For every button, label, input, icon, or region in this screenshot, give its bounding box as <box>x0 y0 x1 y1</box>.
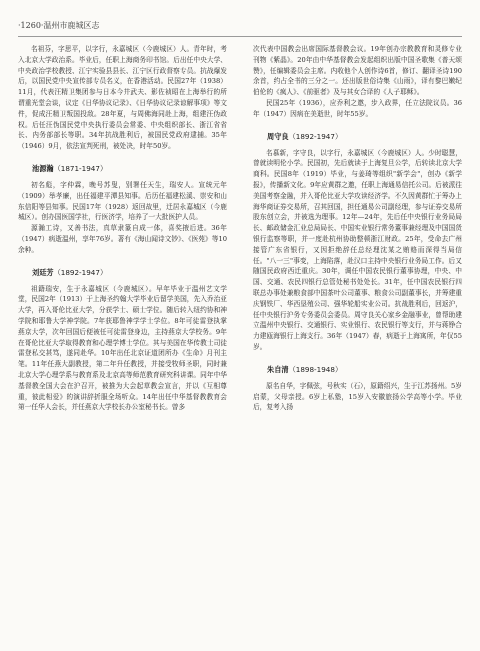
bio-years: （1898-1948） <box>288 364 343 374</box>
bio-years: （1892-1947） <box>288 131 343 141</box>
bio-paragraph: 源瀚工诗，又善书法，真草隶篆自成一体，喜奖掖后进。36年（1947）病逝温州，享年76岁。著有《海山闻诗文钞》、《医苑》等10余种。 <box>18 224 227 254</box>
bio-name: 池源瀚 <box>32 163 54 173</box>
bio-title <box>253 365 462 375</box>
bio-name: 刘廷芳 <box>32 267 54 277</box>
bio-name: 周守良 <box>267 131 289 141</box>
bio-title <box>18 164 227 174</box>
bio-paragraph: 民国25年（1936），应乔利之邀，步入政界，任立法院议员。36年（1947）因病在美逝世，时年55岁。 <box>253 98 462 118</box>
bio-years: （1892-1947） <box>53 267 108 277</box>
bio-title <box>253 132 462 142</box>
page-header: ·1260·温州市鹿城区志 <box>18 21 100 30</box>
bio-name: 朱自清 <box>267 364 289 374</box>
bio-paragraph: 原名自华，字佩弦，号秋实（石），原籍绍兴，生于江苏扬州。5岁启蒙，父母亲授。6岁上私塾，15岁入安徽旅扬公学高等小学。毕业后，复考入扬 <box>253 381 462 412</box>
bio-paragraph: 次代表中国教会出席国际基督教会议。19年创办宗教教育和灵修专业刊物《紫晶》。20年由中华基督教会发起组织出版中国圣歌集《普天颂赞》，任编辑委员会主席。内收他个人创作诗6首，修订、翻译圣诗190余首，约占全书的三分之一。还出版世俗诗集《山雨》，译有黎巴嫩纪伯伦的《疯人》、《前驱者》及与其女合译的《人子耶稣》。 <box>253 45 462 97</box>
bio-title <box>18 268 227 278</box>
bio-paragraph: 名慕新，字守良，以字行，永嘉城区（今鹿城区）人。少时聪慧，曾就读明伦小学。民国初，先后就读于上海复旦公学，后转读北京大学商科。民国8年（1919）毕业，与姜琦等组织"新学会"，创办《新学报》，传播新文化。9年应黄群之邀，任职上海通易信托公司。后被派往美国考察金融，并入哥伦比亚大学攻读经济学。不久因黄群忙于筹办上海华商证券交易所，召其回国，担任通易公司副经理，参与证券交易所股东创立会，并被选为理事。12年—24年，先后任中央银行业务局局长、邮政储金汇业总局局长、中国实业银行常务董事兼经理及中国国货银行监察等职，并一度赴杭州协助整顿浙江财政。25年，受命去广州接管广东省银行，又因拒绝辞任总经理沈某之贿赂而深得当局信任。"八一三"事变，上海陷落，赴汉口主持中央银行业务局工作。后又随国民政府西迁重庆。30年，调任中国农民银行董事协理，中央、中国、交通、农民四银行总管处秘书处处长。31年，任中国农民银行四联总办事处兼粮食部中国茶叶公司董事、粮食公司副董事长，并筹建重庆钢铁厂、华西垦殖公司、强华轮船实业公司。抗战胜利后，回返沪，任中央银行沪务专务委员会委员。周守良关心家乡金融事业，曾帮助建立温州中央银行、交通银行、实业银行、农民银行等支行，并与蒋铮合力建瓯海银行上海支行。36年（1947）春，病逝于上海寓所，年仅55岁。 <box>253 148 462 351</box>
bio-paragraph: 初名彪，字仲霖，晚号苏叟，别署任天生，瑞安人。宣统元年（1909）举孝廉，出任福建平潭县知事。后历任福建松溪、崇安和山东信阳等县知事。民国17年（1928）返回故里，迁居永嘉城区（今鹿城区）。创办国医国学社，行医济学，培养了一大批医护人员。 <box>18 180 227 222</box>
header-rule <box>18 36 462 37</box>
bio-years: （1871-1947） <box>53 163 108 173</box>
bio-paragraph: 祖籍瑞安，生于永嘉城区（今鹿城区）。早年毕业于温州艺文学堂，民国2年（1913）于上海圣约翰大学毕业后留学美国，先入乔治亚大学，再入哥伦比亚大学，分获学士、硕士学位。随后转入纽约协和神学院和耶鲁大学神学院。7年获耶鲁神学学士学位。8年可徒雷登执掌燕京大学，次年回国后便被任可徒雷登身边，主持燕京大学校务。9年在哥伦比亚大学取得教育和心理学博士学位。其与美国在华传教士司徒雷登私交甚笃，遂同赴华。10年出任北京证道团所办《生命》月刊主笔。11年任燕大副教授，第二年升任教授，并接受牧师圣职，同时兼北京大学心理学系与教育系及北京高等师范教育研究科讲课。同年中华基督教全国大会在沪召开，被推为大会起草教会宣言，并以《互相尊重，彼此相爱》的演讲辞折服全场听众。14年出任中华基督教教育会第一任华人会长，并任燕京大学校长办公室秘书长。曾多 <box>18 284 227 412</box>
bio-paragraph: 名祖芬，字思平，以字行，永嘉城区（今鹿城区）人。青年时，考入北京大学政治系。毕业后，任职上海商务印书馆。后出任中央大学、中央政治学校教授、江宁实验县县长、江宁区行政督察专员。抗战爆发后，以国民党中央宣传部专员名义，在香港活动。民国27年（1938）11月，代表汪精卫集团参与日本今井武夫、影佐祯昭在上海举行的所谓重光堂会谈，议定《日华协议记录》、《日华协议记录谅解事项》等文件，促成汪精卫叛国投敌。28年夏，与周佛海同赴上海，组建汪伪政权。后任汪伪国民党中央执行委员会常委、中央组织部长、浙江省省长、内务部部长等职。34年抗战胜利后，被国民党政府逮捕。35年（1946）9月，依法宣判死刑，被处决，时年50岁。 <box>18 45 227 151</box>
right-column <box>253 44 462 413</box>
left-column <box>18 44 227 413</box>
